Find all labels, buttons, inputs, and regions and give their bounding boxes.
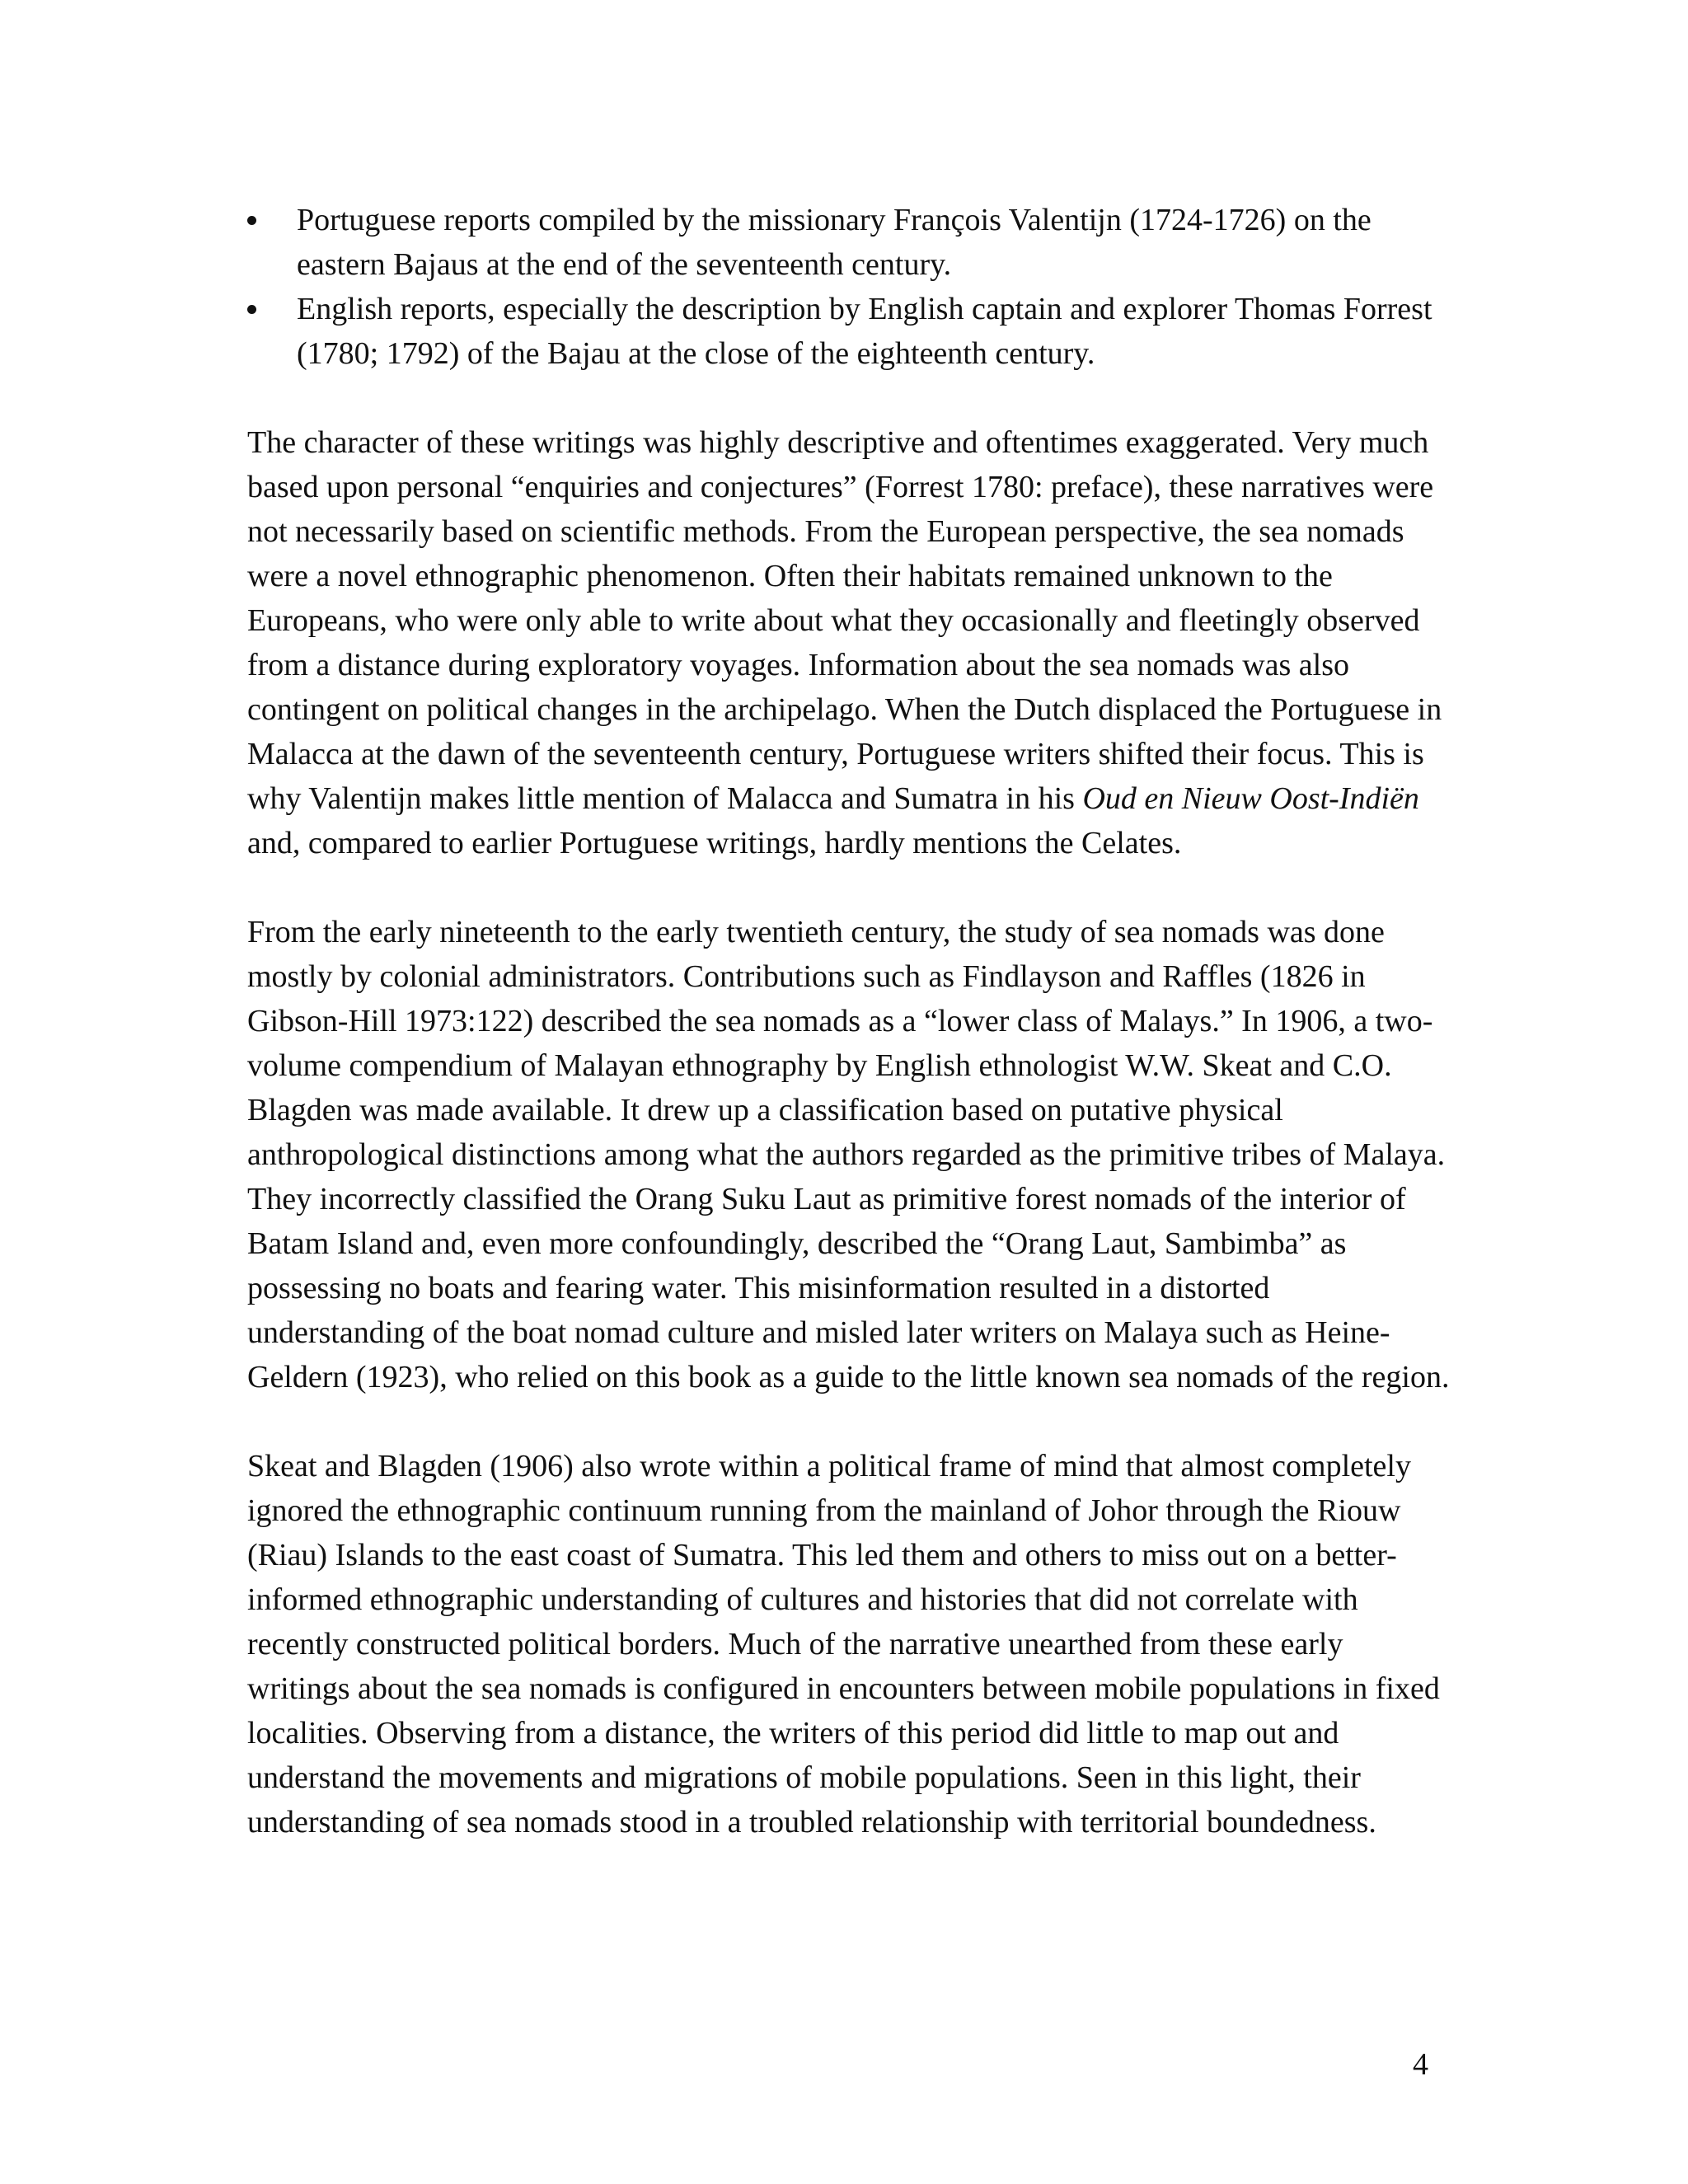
book-title-italic: Oud en Nieuw Oost-Indiën xyxy=(1082,781,1419,816)
page-body xyxy=(247,198,1451,1844)
paragraph-text: The character of these writings was highly descriptive and oftentimes exaggerated. Very much based upon personal “enquiries and conjectures” (Forrest 1780: preface), these narratives were not necessarily based on scientific methods. From the European perspective, the sea nomads were a novel ethnographic phenomenon. Often their habitats remained unknown to the Europeans, who were only able to write about what they occasionally and fleetingly observed from a distance during exploratory voyages. Information about the sea nomads was also contingent on political changes in the archipelago. When the Dutch displaced the Portuguese in Malacca at the dawn of the seventeenth century, Portuguese writers shifted their focus. This is why Valentijn makes little mention of Malacca and Sumatra in his xyxy=(247,425,1442,816)
bullet-text: Portuguese reports compiled by the missionary François Valentijn (1724-1726) on the eastern Bajaus at the end of the seventeenth century. xyxy=(297,203,1372,282)
bullet-text: English reports, especially the description by English captain and explorer Thomas Forrest (1780; 1792) of the Bajau at the close of the eighteenth century. xyxy=(297,292,1432,371)
source-bullet-list xyxy=(247,198,1451,376)
paragraph-character-of-writings xyxy=(247,420,1451,865)
paragraph-colonial-administrators: From the early nineteenth to the early twentieth century, the study of sea nomads was done mostly by colonial administrators. Contributions such as Findlayson and Raffles (1826 in Gibson-Hill 1973:122) described the sea nomads as a “lower class of Malays.” In 1906, a two-volume compendium of Malayan ethnography by English ethnologist W.W. Skeat and C.O. Blagden was made available. It drew up a classification based on putative physical anthropological distinctions among what the authors regarded as the primitive tribes of Malaya. They incorrectly classified the Orang Suku Laut as primitive forest nomads of the interior of Batam Island and, even more confoundingly, described the “Orang Laut, Sambimba” as possessing no boats and fearing water. This misinformation resulted in a distorted understanding of the boat nomad culture and misled later writers on Malaya such as Heine-Geldern (1923), who relied on this book as a guide to the little known sea nomads of the region. xyxy=(247,915,1450,1394)
paragraph-text: and, compared to earlier Portuguese writings, hardly mentions the Celates. xyxy=(247,826,1182,860)
page-number: 4 xyxy=(1413,2047,1428,2082)
bullet-icon xyxy=(247,305,256,314)
bullet-item-english-reports xyxy=(247,287,1451,376)
bullet-item-portuguese-reports xyxy=(247,198,1451,287)
paragraph-political-frame: Skeat and Blagden (1906) also wrote within a political frame of mind that almost completely ignored the ethnographic continuum running from the mainland of Johor through the Riouw (Riau) Islands to the east coast of Sumatra. This led them and others to miss out on a better-informed ethnographic understanding of cultures and histories that did not correlate with recently constructed political borders. Much of the narrative unearthed from these early writings about the sea nomads is configured in encounters between mobile populations in fixed localities. Observing from a distance, the writers of this period did little to map out and understand the movements and migrations of mobile populations. Seen in this light, their understanding of sea nomads stood in a troubled relationship with territorial boundedness. xyxy=(247,1449,1440,1840)
bullet-icon xyxy=(247,216,256,225)
